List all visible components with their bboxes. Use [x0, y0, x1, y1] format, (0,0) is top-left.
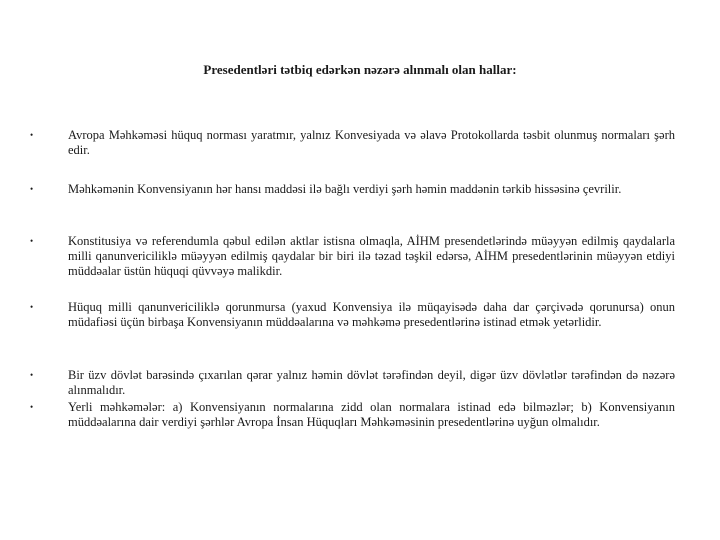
bullet-icon: • — [30, 130, 34, 140]
bullet-item-1 — [30, 128, 675, 158]
bullet-icon: • — [30, 370, 34, 380]
bullet-text-5: Bir üzv dövlət barəsində çıxarılan qərar yalnız həmin dövlət tərəfindən deyil, digər üzv dövlətlər tərəfindən də nəzərə alınmalıdır. — [68, 368, 675, 397]
bullet-text-2: Məhkəmənin Konvensiyanın hər hansı maddəsi ilə bağlı verdiyi şərh həmin maddənin tərkib hissəsinə çevrilir. — [68, 182, 622, 196]
bullet-icon: • — [30, 302, 34, 312]
bullet-item-2 — [30, 182, 675, 197]
bullet-text-4: Hüquq milli qanunvericiliklə qorunmursa (yaxud Konvensiya ilə müqayisədə daha dar çərçivədə qorunursa) onun müdafiəsi üçün birbaşa Konvensiyanın müddəalarına və məhkəmə presedentlərinə istinad etmək yetərlidir. — [68, 300, 675, 329]
bullet-icon: • — [30, 184, 34, 194]
bullet-item-6 — [30, 400, 675, 430]
page-title: Presedentləri tətbiq edərkən nəzərə alınmalı olan hallar: — [203, 62, 517, 77]
bullet-text-3: Konstitusiya və referendumla qəbul edilən aktlar istisna olmaqla, AİHM presendetlərində müəyyən edilmiş qaydalarla milli qanunvericiliklə müəyyən edilmiş qaydalar bir biri ilə təzad təşkil edərsə, AİHM presedentlərinin müəyyən etdiyi müddəalar üstün hüquqi qüvvəyə malikdir. — [68, 234, 675, 278]
bullet-text-6: Yerli məhkəmələr: a) Konvensiyanın normalarına zidd olan normalara istinad edə bilməzlər; b) Konvensiyanın müddəalarına dair verdiyi şərhlər Avropa İnsan Hüquqları Məhkəməsinin presedentlərinə uyğun olmalıdır. — [68, 400, 675, 429]
bullet-icon: • — [30, 402, 34, 412]
bullet-item-5 — [30, 368, 675, 398]
bullet-text-1: Avropa Məhkəməsi hüquq norması yaratmır, yalnız Konvesiyada və əlavə Protokollarda təsbit olunmuş normaları şərh edir. — [68, 128, 675, 157]
bullet-icon: • — [30, 236, 34, 246]
bullet-item-4 — [30, 300, 675, 330]
bullet-item-3 — [30, 234, 675, 279]
